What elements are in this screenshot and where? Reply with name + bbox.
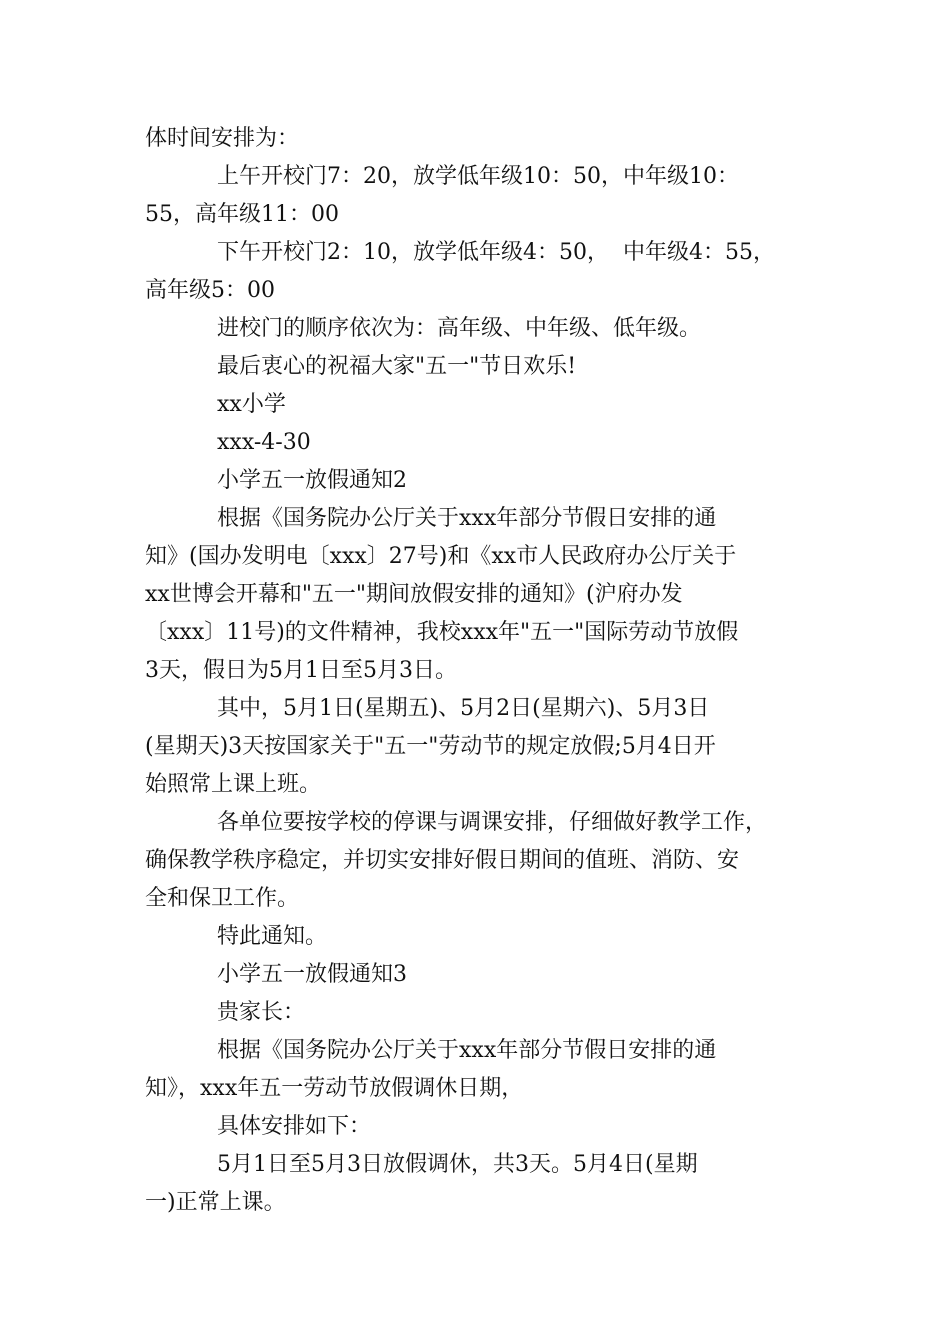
text-line: 进校门的顺序依次为：高年级、中年级、低年级。 — [217, 316, 702, 341]
signature-date: xxx-4-30 — [217, 430, 311, 455]
text-line: 上午开校门7：20，放学低年级10：50，中年级10： — [217, 164, 739, 189]
section-title: 小学五一放假通知2 — [217, 468, 407, 493]
signature-school: xx小学 — [217, 392, 286, 417]
text-line: 体时间安排为： — [145, 126, 300, 151]
text-line: 全和保卫工作。 — [145, 886, 300, 911]
section-title: 小学五一放假通知3 — [217, 962, 407, 987]
text-line: xx世博会开幕和"五一"期间放假安排的通知》(沪府办发 — [145, 582, 683, 607]
document-body — [145, 120, 805, 1222]
text-line: 各单位要按学校的停课与调课安排，仔细做好教学工作， — [217, 810, 768, 835]
text-line: 特此通知。 — [217, 924, 328, 949]
text-line: 55，高年级11：00 — [145, 202, 339, 227]
text-line: 知》，xxx年五一劳动节放假调休日期， — [145, 1076, 524, 1101]
text-line: (星期天)3天按国家关于"五一"劳动节的规定放假;5月4日开 — [145, 734, 716, 759]
text-line: 知》(国办发明电〔xxx〕27号)和《xx市人民政府办公厅关于 — [145, 544, 737, 569]
text-line: 确保教学秩序稳定，并切实安排好假日期间的值班、消防、安 — [145, 848, 740, 873]
text-line: 始照常上课上班。 — [145, 772, 322, 797]
salutation: 贵家长： — [217, 1000, 306, 1025]
text-line: 最后衷心的祝福大家"五一"节日欢乐! — [217, 354, 577, 379]
text-line: 根据《国务院办公厅关于xxx年部分节假日安排的通 — [217, 506, 717, 531]
text-line: 具体安排如下： — [217, 1114, 372, 1139]
text-line: 根据《国务院办公厅关于xxx年部分节假日安排的通 — [217, 1038, 717, 1063]
text-line: 一)正常上课。 — [145, 1190, 286, 1215]
text-line: 高年级5：00 — [145, 278, 275, 303]
text-line: 3天，假日为5月1日至5月3日。 — [145, 658, 457, 683]
text-line: 5月1日至5月3日放假调休，共3天。5月4日(星期 — [217, 1152, 698, 1177]
text-line: 〔xxx〕11号)的文件精神，我校xxx年"五一"国际劳动节放假 — [145, 620, 739, 645]
text-line: 下午开校门2：10，放学低年级4：50， 中年级4：55， — [217, 240, 775, 265]
text-line: 其中，5月1日(星期五)、5月2日(星期六)、5月3日 — [217, 696, 710, 721]
